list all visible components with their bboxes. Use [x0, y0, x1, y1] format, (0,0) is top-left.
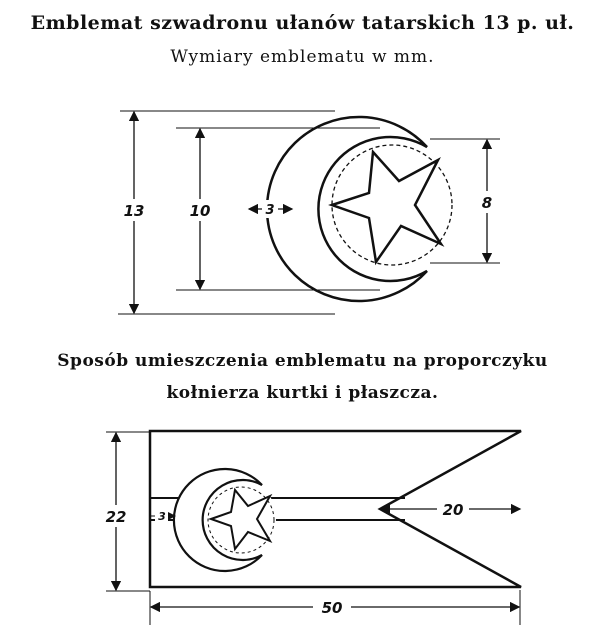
dim-label-length: 50	[321, 599, 343, 617]
dim-label-height: 22	[105, 508, 127, 526]
placement-title-line1: Sposób umieszczenia emblematu na proporczyku	[57, 351, 548, 371]
dim-label-outer: 13	[123, 202, 145, 220]
dim-label-inner: 10	[189, 202, 211, 220]
main-subtitle: Wymiary emblematu w mm.	[170, 47, 435, 67]
dim-label-star: 8	[481, 194, 493, 212]
emblem-dimension-drawing	[118, 111, 500, 314]
main-title: Emblemat szwadronu ułanów tatarskich 13 p. uł.	[30, 12, 575, 34]
dim-label-notch: 20	[442, 501, 464, 519]
dim-label-width: 3	[265, 203, 275, 218]
placement-title-line2: kołnierza kurtki i płaszcza.	[166, 383, 439, 403]
dim-label-band: 3	[158, 510, 166, 523]
pennant-placement-drawing	[101, 431, 521, 625]
